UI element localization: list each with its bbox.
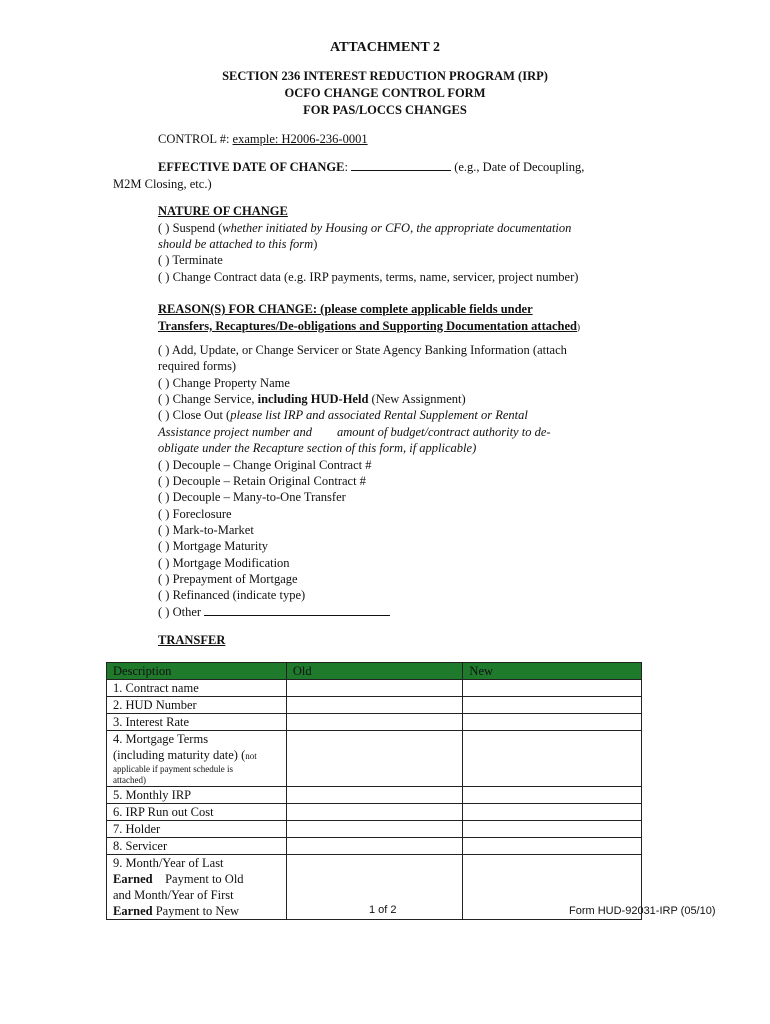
close-out-a: ( ) Close Out (	[158, 408, 231, 422]
add-update-line-2: required forms)	[158, 359, 237, 373]
change-service-c: (New Assignment)	[368, 392, 466, 406]
reasons-heading-1: REASON(S) FOR CHANGE: (please complete applicable fields under	[158, 302, 533, 316]
row-9-f: Payment to New	[152, 904, 240, 918]
row-label: 2. HUD Number	[107, 697, 287, 714]
new-cell[interactable]	[463, 731, 642, 787]
table-row	[107, 838, 642, 855]
control-number-line	[158, 131, 368, 147]
table-row	[107, 821, 642, 838]
row-label: 3. Interest Rate	[107, 714, 287, 731]
row-label: 6. IRP Run out Cost	[107, 804, 287, 821]
effective-date-hint-2: M2M Closing, etc.)	[113, 177, 212, 191]
col-old: Old	[286, 663, 463, 680]
effective-date-label: EFFECTIVE DATE OF CHANGE	[158, 160, 345, 174]
table-row	[107, 697, 642, 714]
col-new: New	[463, 663, 642, 680]
new-cell[interactable]	[463, 821, 642, 838]
row-9-line-4	[113, 903, 280, 919]
table-row	[107, 787, 642, 804]
row-4-c: not	[245, 751, 257, 761]
form-title-line-3: FOR PAS/LOCCS CHANGES	[303, 103, 467, 117]
row-label	[107, 731, 287, 787]
table-header-row	[107, 663, 642, 680]
attachment-title: ATTACHMENT 2	[329, 40, 441, 55]
row-9-earned-1: Earned	[113, 872, 153, 886]
control-label: CONTROL #:	[158, 132, 230, 146]
form-title-line-1: SECTION 236 INTEREST REDUCTION PROGRAM (IRP)	[222, 69, 548, 83]
transfer-table	[106, 662, 642, 920]
option-close-out[interactable]	[158, 407, 528, 423]
option-refinanced[interactable]: ( ) Refinanced (indicate type)	[158, 588, 306, 602]
option-change-service[interactable]	[158, 391, 466, 407]
new-cell[interactable]	[463, 838, 642, 855]
close-out-line-3: obligate under the Recapture section of this form, if applicable)	[158, 441, 477, 455]
reasons-heading-2-line	[158, 318, 580, 335]
new-cell[interactable]	[463, 787, 642, 804]
reasons-heading-2: Transfers, Recaptures/De-obligations and Supporting Documentation attached	[158, 319, 577, 333]
old-cell[interactable]	[286, 787, 463, 804]
effective-date-field[interactable]	[351, 159, 451, 171]
new-cell[interactable]	[463, 697, 642, 714]
option-decouple-change[interactable]: ( ) Decouple – Change Original Contract #	[158, 458, 372, 472]
change-service-a: ( ) Change Service,	[158, 392, 258, 406]
option-change-contract[interactable]: ( ) Change Contract data (e.g. IRP payments, terms, name, servicer, project number)	[158, 270, 579, 284]
nature-heading: NATURE OF CHANGE	[158, 204, 288, 218]
change-service-b: including HUD-Held	[257, 392, 369, 406]
row-4-line-4: attached)	[113, 775, 146, 785]
new-cell[interactable]	[463, 714, 642, 731]
row-label: 8. Servicer	[107, 838, 287, 855]
old-cell[interactable]	[286, 731, 463, 787]
old-cell[interactable]	[286, 821, 463, 838]
suspend-close: )	[313, 237, 318, 251]
table-row	[107, 731, 642, 787]
table-row	[107, 680, 642, 697]
option-foreclosure[interactable]: ( ) Foreclosure	[158, 507, 232, 521]
option-mortgage-maturity[interactable]: ( ) Mortgage Maturity	[158, 539, 269, 553]
row-label: 7. Holder	[107, 821, 287, 838]
close-out-line-2: Assistance project number and amount of budget/contract authority to de-	[158, 425, 551, 439]
table-row	[107, 714, 642, 731]
row-label: 5. Monthly IRP	[107, 787, 287, 804]
reasons-heading-2-end: )	[577, 322, 580, 332]
option-mark-to-market[interactable]: ( ) Mark-to-Market	[158, 523, 254, 537]
suspend-label: ( ) Suspend (	[158, 221, 223, 235]
option-decouple-many-to-one[interactable]: ( ) Decouple – Many-to-One Transfer	[158, 490, 346, 504]
option-suspend[interactable]	[158, 220, 571, 236]
effective-date-hint: (e.g., Date of Decoupling,	[454, 160, 585, 174]
old-cell[interactable]	[286, 697, 463, 714]
close-out-b: please list IRP and associated Rental Supplement or Rental	[230, 408, 528, 422]
option-terminate[interactable]: ( ) Terminate	[158, 253, 223, 267]
row-4-line-3: applicable if payment schedule is	[113, 764, 233, 774]
row-label: 1. Contract name	[107, 680, 287, 697]
row-label	[107, 855, 287, 920]
row-9-line-1: 9. Month/Year of Last	[113, 856, 224, 870]
page-number: 1 of 2	[369, 904, 397, 916]
old-cell[interactable]	[286, 804, 463, 821]
effective-date-line	[158, 159, 584, 175]
option-mortgage-modification[interactable]: ( ) Mortgage Modification	[158, 556, 290, 570]
row-4-b: (including maturity date) (	[113, 748, 246, 762]
option-prepayment[interactable]: ( ) Prepayment of Mortgage	[158, 572, 298, 586]
effective-date-colon: :	[344, 160, 348, 174]
row-4-line-2	[113, 747, 280, 764]
transfer-heading: TRANSFER	[158, 633, 226, 647]
other-field[interactable]	[204, 604, 390, 616]
form-title-line-2: OCFO CHANGE CONTROL FORM	[284, 86, 486, 100]
suspend-note: whether initiated by Housing or CFO, the appropriate documentation	[222, 221, 572, 235]
suspend-note-2: should be attached to this form	[158, 237, 314, 251]
row-9-line-2	[113, 871, 280, 887]
row-9-line-3: and Month/Year of First	[113, 888, 234, 902]
old-cell[interactable]	[286, 714, 463, 731]
row-9-earned-2: Earned	[113, 904, 153, 918]
control-example: example: H2006-236-0001	[232, 132, 368, 146]
option-decouple-retain[interactable]: ( ) Decouple – Retain Original Contract #	[158, 474, 366, 488]
option-add-update-servicer[interactable]: ( ) Add, Update, or Change Servicer or State Agency Banking Information (attach	[158, 343, 567, 357]
old-cell[interactable]	[286, 838, 463, 855]
option-other[interactable]	[158, 604, 390, 620]
new-cell[interactable]	[463, 680, 642, 697]
old-cell[interactable]	[286, 680, 463, 697]
new-cell[interactable]	[463, 804, 642, 821]
col-description: Description	[107, 663, 287, 680]
suspend-note-line-2	[158, 236, 317, 252]
table-row	[107, 804, 642, 821]
other-label: ( ) Other	[158, 605, 202, 619]
form-number: Form HUD-92031-IRP (05/10)	[569, 905, 716, 917]
option-change-property-name[interactable]: ( ) Change Property Name	[158, 376, 290, 390]
row-9-c: Payment to Old	[152, 872, 244, 886]
row-4-line-1: 4. Mortgage Terms	[113, 732, 209, 746]
